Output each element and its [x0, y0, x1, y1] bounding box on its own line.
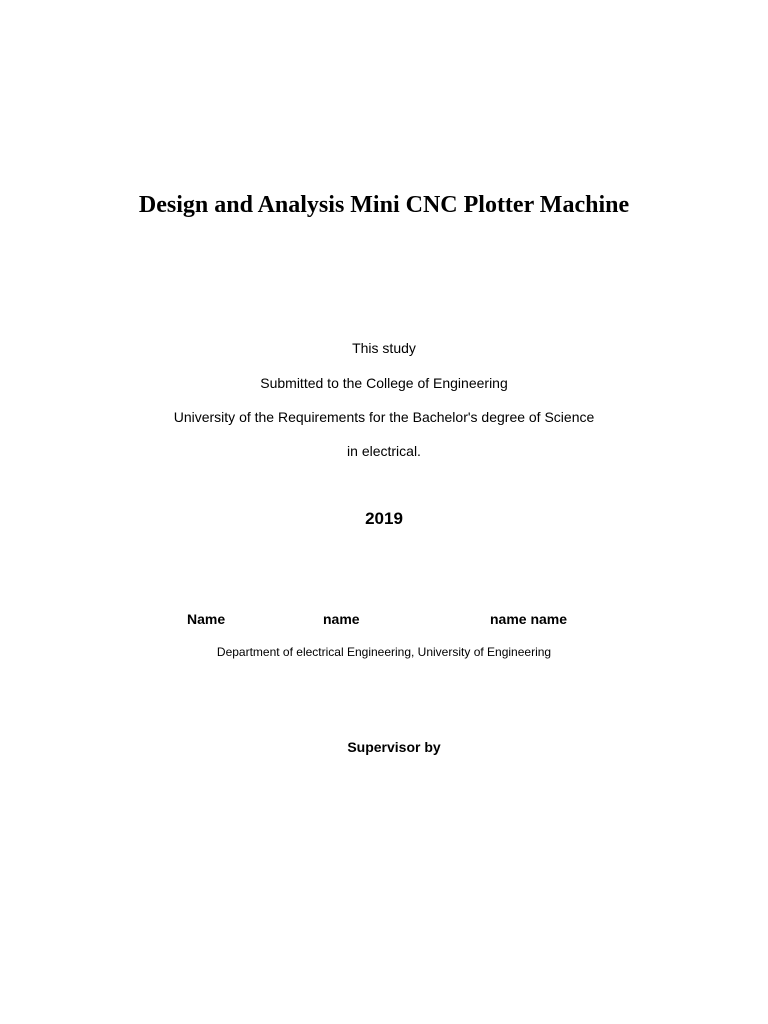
submitted-line: Submitted to the College of Engineering	[260, 375, 508, 391]
supervisor-label: Supervisor by	[347, 739, 441, 755]
field-line: in electrical.	[347, 443, 421, 459]
document-title: Design and Analysis Mini CNC Plotter Machine	[138, 192, 630, 218]
year: 2019	[365, 509, 403, 528]
author-name-1: Name	[187, 611, 226, 627]
requirements-line: University of the Requirements for the Bachelor's degree of Science	[173, 409, 595, 425]
department-affiliation: Department of electrical Engineering, University of Engineering	[216, 645, 552, 659]
author-name-2: name	[323, 611, 360, 627]
study-line: This study	[352, 340, 416, 356]
author-name-3: name name	[490, 611, 568, 627]
